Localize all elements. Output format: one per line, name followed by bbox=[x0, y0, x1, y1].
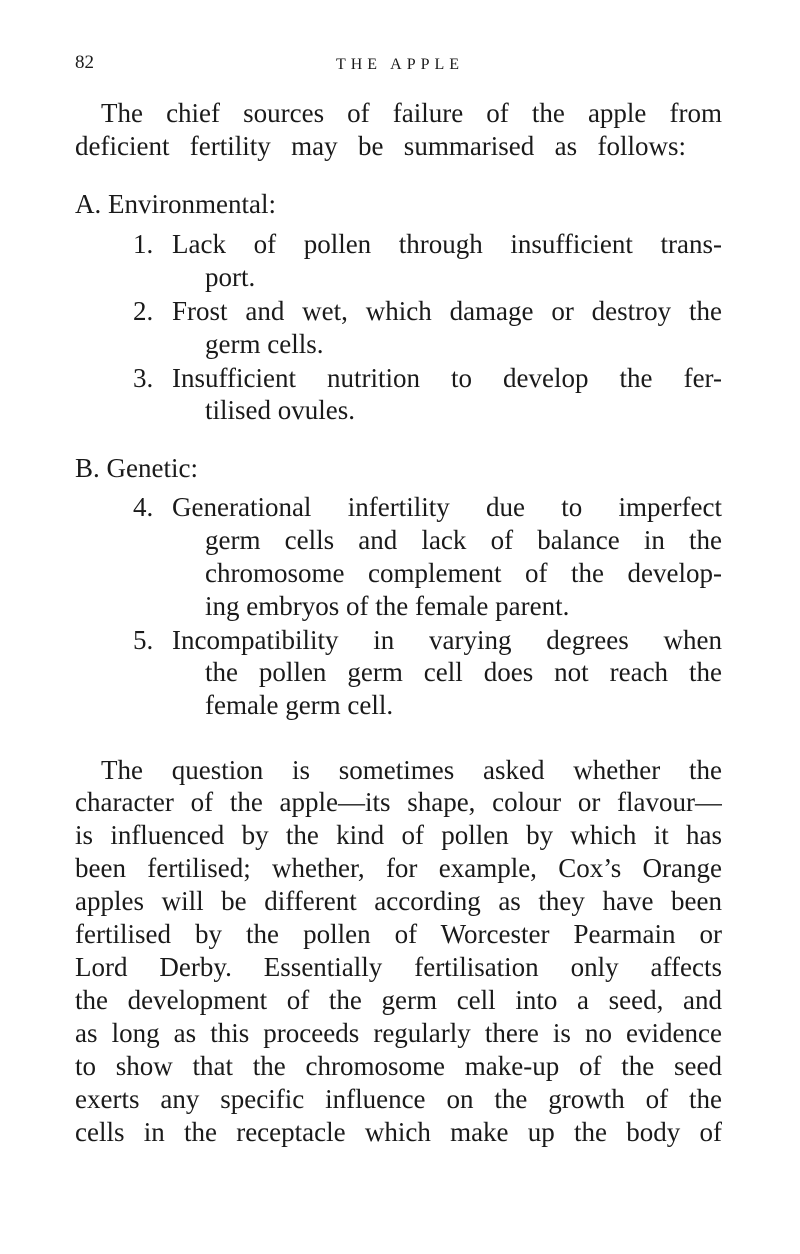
text-line: Incompatibility in varying degrees when bbox=[172, 625, 722, 655]
item-number: 2. bbox=[133, 296, 154, 326]
text-line: Generational infertility due to imperfect bbox=[172, 492, 722, 522]
item-number: 5. bbox=[133, 625, 154, 655]
text-line: as long as this proceeds regularly there is no evidence bbox=[75, 1018, 722, 1048]
text-line: fertilised by the pollen of Worcester Pearmain or bbox=[75, 919, 722, 949]
text-line: to show that the chromosome make-up of the seed bbox=[75, 1051, 722, 1081]
text-line: cells in the receptacle which make up the body of bbox=[75, 1117, 722, 1147]
text-line: The question is sometimes asked whether the bbox=[101, 755, 722, 785]
text-line: chromosome complement of the develop- bbox=[205, 558, 722, 588]
section-heading: B. Genetic: bbox=[75, 453, 198, 483]
text-line: deficient fertility may be summarised as follows: bbox=[75, 131, 686, 161]
text-line: the development of the germ cell into a seed, and bbox=[75, 985, 722, 1015]
item-number: 1. bbox=[133, 229, 154, 259]
text-line: The chief sources of failure of the apple from bbox=[101, 98, 722, 128]
text-line: Lord Derby. Essentially fertilisation only affects bbox=[75, 952, 722, 982]
text-line: character of the apple—its shape, colour or flavour— bbox=[75, 787, 722, 817]
text-line: ing embryos of the female parent. bbox=[205, 591, 570, 621]
item-number: 4. bbox=[133, 492, 154, 522]
item-number: 3. bbox=[133, 363, 154, 393]
text-line: germ cells. bbox=[205, 329, 324, 359]
text-line: the pollen germ cell does not reach the bbox=[205, 657, 722, 687]
text-line: tilised ovules. bbox=[205, 395, 355, 425]
text-line: Lack of pollen through insufficient trans- bbox=[172, 229, 722, 259]
text-line: been fertilised; whether, for example, Cox’s Orange bbox=[75, 853, 722, 883]
text-line: Insufficient nutrition to develop the fer- bbox=[172, 363, 722, 393]
running-title: THE APPLE bbox=[335, 56, 465, 73]
text-line: exerts any specific influence on the growth of the bbox=[75, 1084, 722, 1114]
text-line: female germ cell. bbox=[205, 690, 394, 720]
text-line: port. bbox=[205, 262, 256, 292]
text-line: apples will be different according as they have been bbox=[75, 886, 722, 916]
text-line: Frost and wet, which damage or destroy the bbox=[172, 296, 722, 326]
page-number: 82 bbox=[75, 52, 94, 73]
section-heading: A. Environmental: bbox=[75, 189, 276, 219]
text-line: is influenced by the kind of pollen by which it has bbox=[75, 820, 722, 850]
text-line: germ cells and lack of balance in the bbox=[205, 525, 722, 555]
